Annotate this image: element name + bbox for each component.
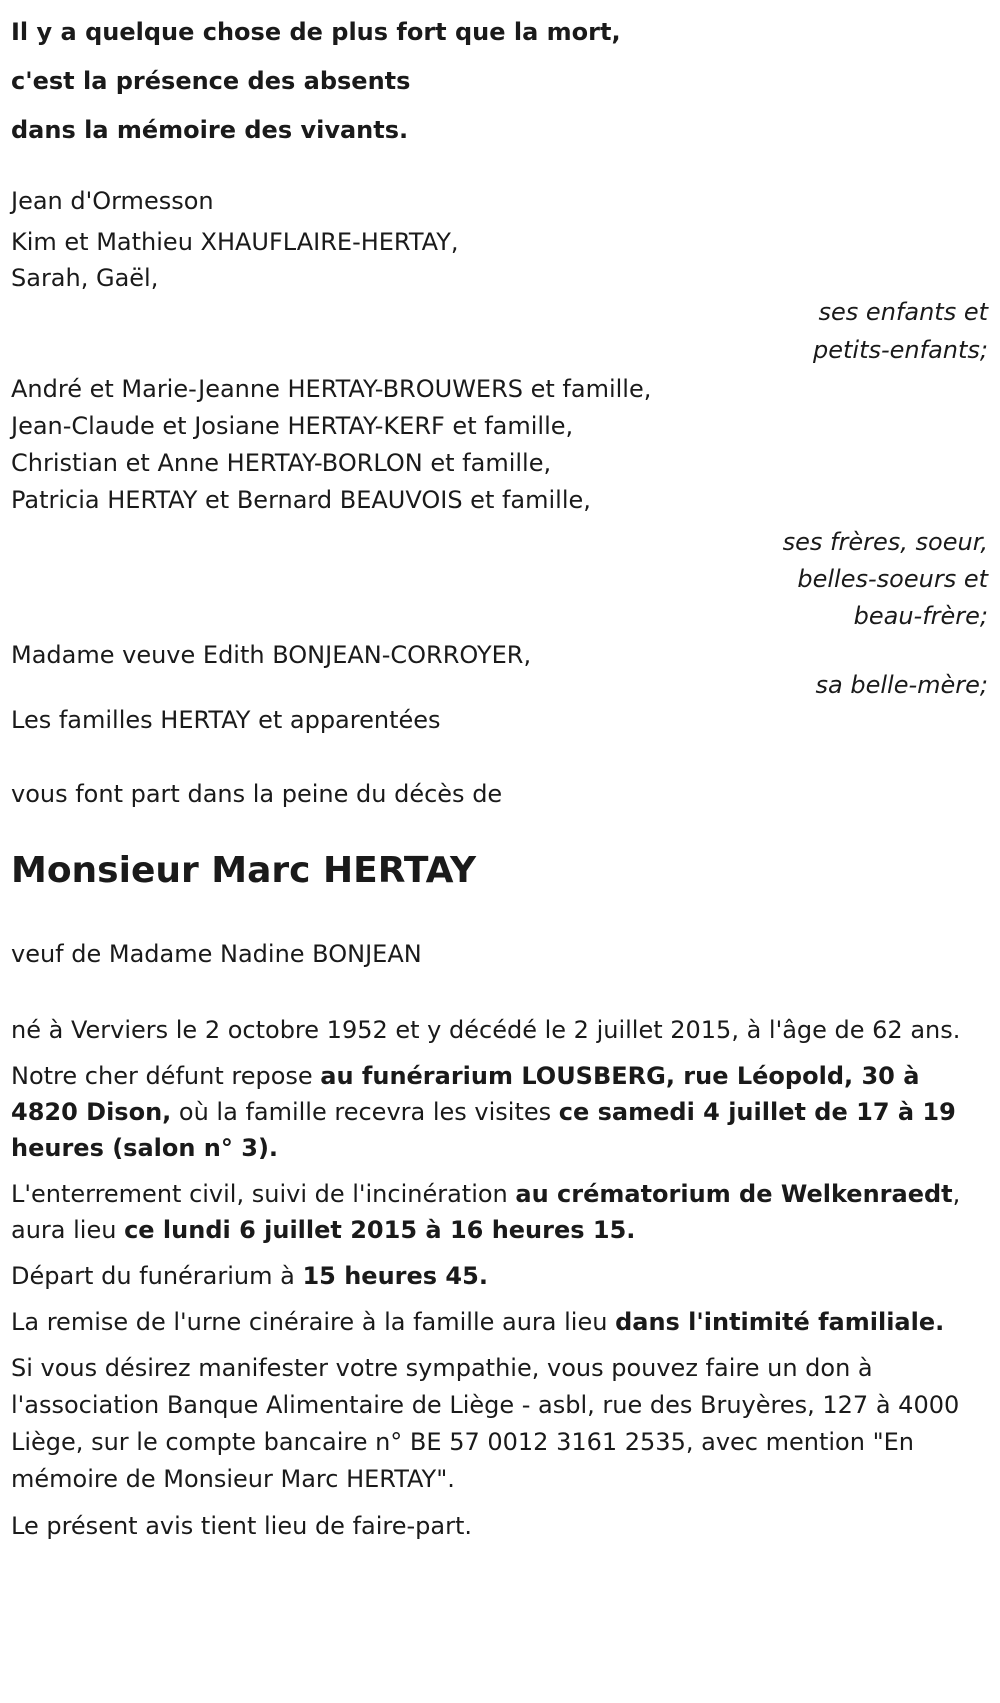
birth-death-line: né à Verviers le 2 octobre 1952 et y décédé le 2 juillet 2015, à l'âge de 62 ans. bbox=[11, 1016, 961, 1044]
departure-time: 15 heures 45. bbox=[302, 1262, 488, 1290]
quote-line: c'est la présence des absents bbox=[11, 67, 411, 95]
visiting-hours: ce samedi 4 juillet de 17 à 19 heures (salon n° 3). bbox=[11, 1098, 956, 1162]
urn-paragraph bbox=[11, 1304, 988, 1340]
sibling-name: Jean-Claude et Josiane HERTAY-KERF et famille, bbox=[11, 412, 574, 440]
widower-line: veuf de Madame Nadine BONJEAN bbox=[11, 940, 422, 968]
urn-text: La remise de l'urne cinéraire à la famille aura lieu bbox=[11, 1308, 616, 1336]
quote-line: dans la mémoire des vivants. bbox=[11, 116, 409, 144]
deceased-name: Monsieur Marc HERTAY bbox=[11, 850, 477, 891]
children-name: Sarah, Gaël, bbox=[11, 264, 159, 292]
sibling-name: André et Marie-Jeanne HERTAY-BROUWERS et famille, bbox=[11, 375, 652, 403]
funeral-paragraph bbox=[11, 1176, 988, 1248]
rest-paragraph bbox=[11, 1058, 988, 1166]
departure-paragraph bbox=[11, 1258, 988, 1294]
quote-line: Il y a quelque chose de plus fort que la mort, bbox=[11, 18, 621, 46]
children-name: Kim et Mathieu XHAUFLAIRE-HERTAY, bbox=[11, 228, 459, 256]
families-line: Les familles HERTAY et apparentées bbox=[11, 706, 441, 734]
funeral-text: L'enterrement civil, suivi de l'incinération bbox=[11, 1180, 516, 1208]
rest-text: où la famille recevra les visites bbox=[171, 1098, 559, 1126]
announcement: vous font part dans la peine du décès de bbox=[11, 780, 503, 808]
funeral-text: , aura lieu bbox=[11, 1180, 961, 1244]
children-relation: ses enfants et bbox=[818, 298, 988, 326]
departure-text: Départ du funérarium à bbox=[11, 1262, 303, 1290]
donation-paragraph: Si vous désirez manifester votre sympathie, vous pouvez faire un don à l'association Banque Alimentaire de Liège - asbl, rue des Bruyères, 127 à 4000 Liège, sur le compte bancaire n° BE 57 0012 3161 2535, avec mention "En mémoire de Monsieur Marc HERTAY". bbox=[11, 1354, 960, 1493]
rest-text: Notre cher défunt repose bbox=[11, 1062, 321, 1090]
sibling-name: Patricia HERTAY et Bernard BEAUVOIS et famille, bbox=[11, 486, 591, 514]
sibling-name: Christian et Anne HERTAY-BORLON et famille, bbox=[11, 449, 552, 477]
mother-in-law-relation: sa belle-mère; bbox=[815, 671, 988, 699]
siblings-relation: belles-soeurs et bbox=[797, 565, 988, 593]
mother-in-law-name: Madame veuve Edith BONJEAN-CORROYER, bbox=[11, 641, 532, 669]
siblings-relation: beau-frère; bbox=[853, 602, 988, 630]
urn-intimacy: dans l'intimité familiale. bbox=[615, 1308, 945, 1336]
funeral-date: ce lundi 6 juillet 2015 à 16 heures 15. bbox=[124, 1216, 636, 1244]
quote-author: Jean d'Ormesson bbox=[11, 187, 214, 215]
funeral-home-address: au funérarium LOUSBERG, rue Léopold, 30 à 4820 Dison, bbox=[11, 1062, 920, 1126]
children-relation: petits-enfants; bbox=[813, 336, 988, 364]
notice-line: Le présent avis tient lieu de faire-part. bbox=[11, 1512, 473, 1540]
quote-block bbox=[11, 0, 988, 155]
siblings-relation: ses frères, soeur, bbox=[782, 528, 988, 556]
crematorium: au crématorium de Welkenraedt bbox=[515, 1180, 953, 1208]
